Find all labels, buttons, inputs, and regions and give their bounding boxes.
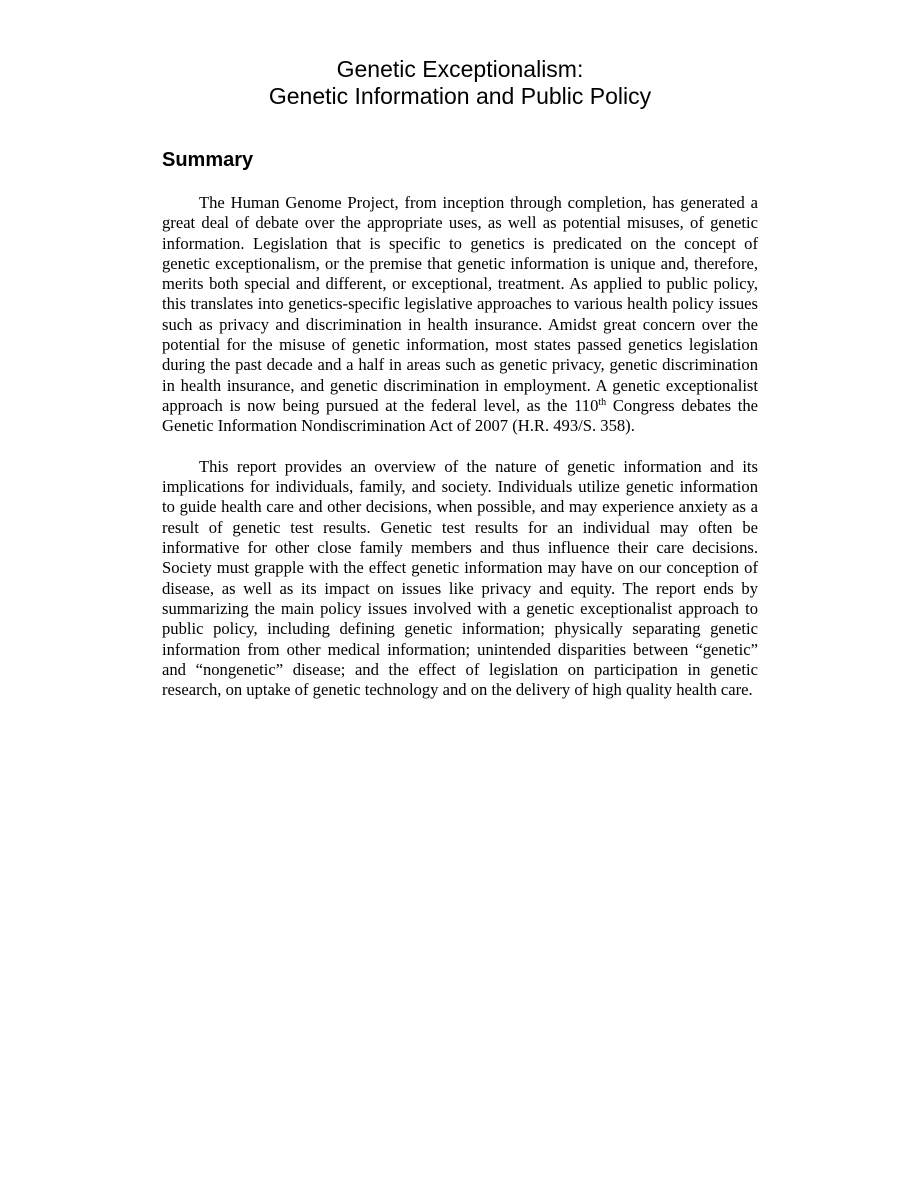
document-title: [162, 56, 758, 110]
summary-paragraph-1: [162, 193, 758, 437]
paragraph-1-text-b: Congress debates the Genetic Information Nondiscrimination Act of 2007 (H.R. 493/S. 358).: [162, 395, 758, 436]
section-heading-summary: Summary: [162, 149, 254, 171]
ordinal-superscript: th: [598, 396, 607, 408]
summary-paragraph-2: This report provides an overview of the nature of genetic information and its implications for individuals, family, and society. Individuals utilize genetic information to guide health care and other decisions, when possible, and may experience anxiety as a result of genetic test results. Genetic test results for an individual may often be informative for other close family members and thus influence their care decisions. Society must grapple with the effect genetic information may have on our conception of disease, as well as its impact on issues like privacy and equity. The report ends by summarizing the main policy issues involved with a genetic exceptionalist approach to public policy, including defining genetic information; physically separating genetic information from other medical information; unintended disparities between “genetic” and “nongenetic” disease; and the effect of legislation on participation in genetic research, on uptake of genetic technology and on the delivery of high quality health care.: [162, 456, 758, 700]
title-line-1: Genetic Exceptionalism:: [336, 56, 584, 82]
summary-body: [162, 193, 758, 721]
title-line-2: Genetic Information and Public Policy: [268, 83, 652, 109]
paragraph-1-text-a: The Human Genome Project, from inception through completion, has generated a great deal of debate over the appropriate uses, as well as potential misuses, of genetic information. Legislation that is specific to genetics is predicated on the concept of genetic exceptionalism, or the premise that genetic information is unique and, therefore, merits both special and different, or exceptional, treatment. As applied to public policy, this translates into genetics-specific legislative approaches to various health policy issues such as privacy and discrimination in health insurance. Amidst great concern over the potential for the misuse of genetic information, most states passed genetics legislation during the past decade and a half in areas such as genetic privacy, genetic discrimination in health insurance, and genetic discrimination in employment. A genetic exceptionalist approach is now being pursued at the federal level, as the 110: [162, 193, 758, 415]
